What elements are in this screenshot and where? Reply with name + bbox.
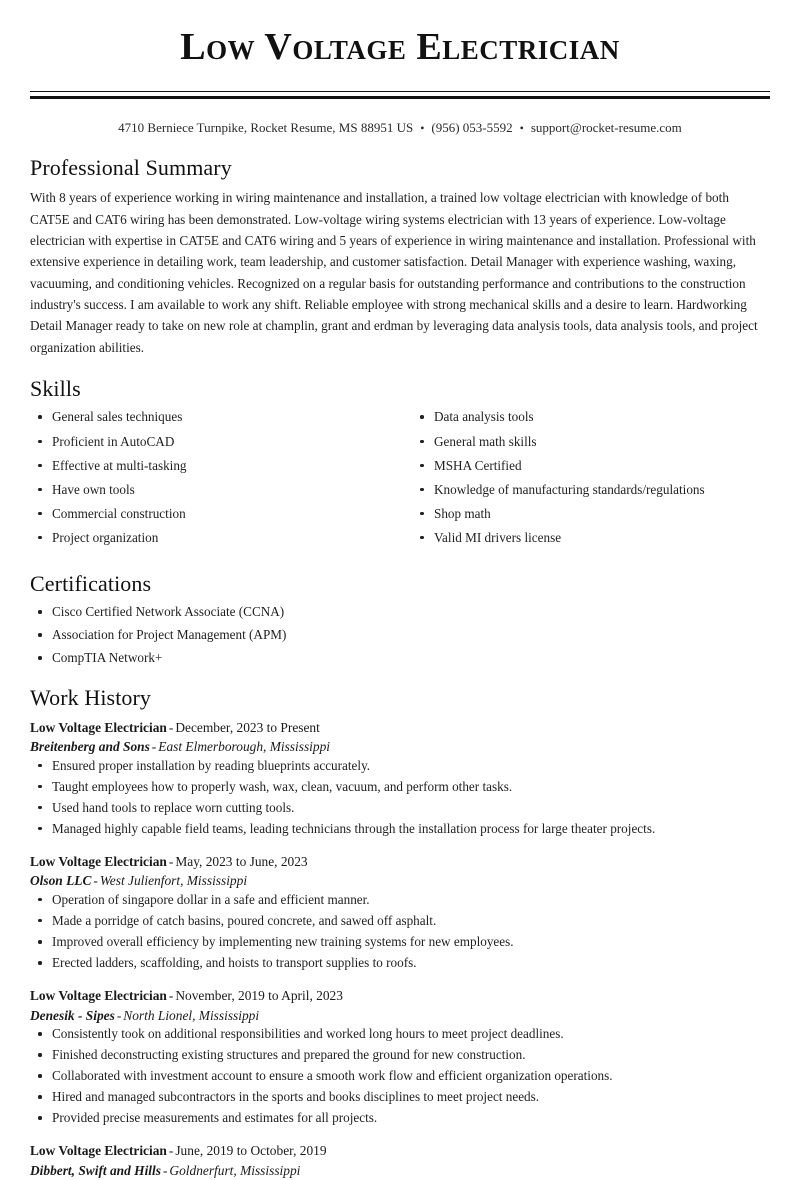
list-item: Improved overall efficiency by implementing new training systems for new employees. xyxy=(30,933,770,951)
job-company: Breitenberg and Sons xyxy=(30,739,150,755)
list-item: Have own tools xyxy=(30,481,400,499)
list-item: Proficient in AutoCAD xyxy=(30,433,400,451)
list-item: Used hand tools to replace worn cutting tools. xyxy=(30,799,770,817)
list-item: General sales techniques xyxy=(30,408,400,426)
work-history-entry xyxy=(30,986,770,1127)
resume-title: Low Voltage Electrician xyxy=(180,26,620,68)
job-company: Denesik - Sipes xyxy=(30,1007,115,1023)
job-title: Low Voltage Electrician xyxy=(30,719,167,735)
job-title-dash: - xyxy=(168,1143,174,1159)
list-item: Erected ladders, scaffolding, and hoists to transport supplies to roofs. xyxy=(30,954,770,972)
section-heading-work-history: Work History xyxy=(30,685,152,711)
job-dates: May, 2023 to June, 2023 xyxy=(175,853,308,869)
job-title-dash: - xyxy=(168,719,174,735)
job-dates: November, 2019 to April, 2023 xyxy=(175,988,343,1004)
job-company-dash: - xyxy=(151,739,157,755)
list-item: Data analysis tools xyxy=(412,408,770,426)
section-work-history xyxy=(30,685,770,1180)
job-company-dash: - xyxy=(162,1162,168,1178)
list-item: Commercial construction xyxy=(30,505,400,523)
job-company-line xyxy=(30,871,770,890)
job-title: Low Voltage Electrician xyxy=(30,1143,167,1159)
list-item: Operation of singapore dollar in a safe and efficient manner. xyxy=(30,891,770,909)
job-dates: December, 2023 to Present xyxy=(175,719,320,735)
contact-separator-2: • xyxy=(519,121,524,136)
list-item: Consistently took on additional responsibilities and worked long hours to meet project deadlines. xyxy=(30,1025,770,1043)
section-heading-summary: Professional Summary xyxy=(30,154,232,180)
job-bullets xyxy=(30,757,770,838)
contact-email[interactable]: support@rocket-resume.com xyxy=(530,120,682,135)
job-title-line xyxy=(30,986,770,1005)
job-bullets xyxy=(30,1025,770,1127)
skills-list-left xyxy=(30,408,400,546)
list-item: Made a porridge of catch basins, poured concrete, and sawed off asphalt. xyxy=(30,912,770,930)
list-item: General math skills xyxy=(412,433,770,451)
list-item: Knowledge of manufacturing standards/regulations xyxy=(412,481,770,499)
job-title-line xyxy=(30,852,770,871)
job-title: Low Voltage Electrician xyxy=(30,853,167,869)
job-company: Olson LLC xyxy=(30,873,92,889)
contact-address: 4710 Berniece Turnpike, Rocket Resume, MS 88951 US xyxy=(118,120,414,135)
list-item: Provided precise measurements and estimates for all projects. xyxy=(30,1109,770,1127)
job-title: Low Voltage Electrician xyxy=(30,988,167,1004)
skills-column-left xyxy=(30,408,400,552)
section-professional-summary xyxy=(30,155,770,358)
work-history-entry xyxy=(30,852,770,972)
job-title-line xyxy=(30,718,770,737)
certifications-list xyxy=(30,603,770,667)
header-divider xyxy=(30,91,770,99)
work-history-entry xyxy=(30,718,770,838)
list-item: Hired and managed subcontractors in the sports and books disciplines to meet project needs. xyxy=(30,1088,770,1106)
job-company-line xyxy=(30,1006,770,1025)
job-company-dash: - xyxy=(93,873,98,889)
job-company: Dibbert, Swift and Hills xyxy=(30,1162,161,1178)
job-company-line xyxy=(30,737,770,756)
list-item: Valid MI drivers license xyxy=(412,529,770,547)
skills-list-right xyxy=(412,408,770,546)
job-location: Goldnerfurt, Mississippi xyxy=(169,1162,301,1178)
job-bullets xyxy=(30,891,770,972)
skills-columns xyxy=(30,408,770,552)
job-location: East Elmerborough, Mississippi xyxy=(158,739,330,755)
list-item: CompTIA Network+ xyxy=(30,649,770,667)
section-certifications xyxy=(30,571,770,668)
job-company-line xyxy=(30,1161,770,1180)
section-skills xyxy=(30,376,770,553)
list-item: Collaborated with investment account to ensure a smooth work flow and efficient organization operations. xyxy=(30,1067,770,1085)
list-item: Association for Project Management (APM) xyxy=(30,626,770,644)
list-item: Ensured proper installation by reading blueprints accurately. xyxy=(30,757,770,775)
contact-line xyxy=(30,120,770,137)
list-item: Managed highly capable field teams, leading technicians through the installation process for large theater projects. xyxy=(30,820,770,838)
list-item: Project organization xyxy=(30,529,400,547)
list-item: Finished deconstructing existing structures and prepared the ground for new construction. xyxy=(30,1046,770,1064)
job-company-dash: - xyxy=(116,1007,122,1023)
section-heading-skills: Skills xyxy=(30,376,81,402)
list-item: Taught employees how to properly wash, wax, clean, vacuum, and perform other tasks. xyxy=(30,778,770,796)
job-dates: June, 2019 to October, 2019 xyxy=(175,1143,327,1159)
list-item: Effective at multi-tasking xyxy=(30,457,400,475)
contact-separator-1: • xyxy=(420,121,425,136)
job-location: North Lionel, Mississippi xyxy=(123,1007,260,1023)
job-title-line xyxy=(30,1141,770,1160)
section-heading-certifications: Certifications xyxy=(30,570,152,596)
job-title-dash: - xyxy=(168,853,174,869)
list-item: Cisco Certified Network Associate (CCNA) xyxy=(30,603,770,621)
list-item: Shop math xyxy=(412,505,770,523)
job-title-dash: - xyxy=(168,988,174,1004)
job-location: West Julienfort, Mississippi xyxy=(99,873,248,889)
contact-phone: (956) 053-5592 xyxy=(431,120,513,135)
list-item: MSHA Certified xyxy=(412,457,770,475)
work-history-entry xyxy=(30,1141,770,1180)
summary-text: With 8 years of experience working in wiring maintenance and installation, a trained low voltage electrician with knowledge of both CAT5E and CAT6 wiring has been demonstrated. Low-voltage wiring systems electrician with 13 years of experience. Low-voltage electrician with expertise in CAT5E and CAT6 wiring and 5 years of experience in wiring maintenance and installation. Professional with extensive experience in detailing work, team leadership, and customer satisfaction. Detail Manager with experience washing, waxing, vacuuming, and conditioning vehicles. Recognized on a regular basis for outstanding performance and contributions to the construction industry's success. I am available to work any shift. Reliable employee with strong mechanical skills and a desire to learn. Hardworking Detail Manager ready to take on new role at champlin, grant and erdman by leveraging data analysis tools, data analysis tools, and project organization abilities. xyxy=(30,190,758,355)
skills-column-right xyxy=(400,408,770,552)
